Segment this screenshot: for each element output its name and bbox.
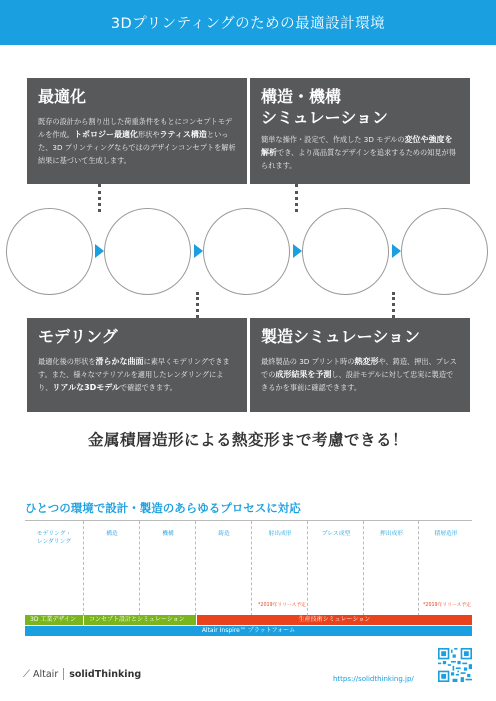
process-column: [139, 521, 195, 616]
body-text: 既存の設計から割り出した荷重条件をもとにコンセプトモデルを作成。: [38, 117, 233, 139]
header-banner: [0, 0, 496, 45]
column-label-structure: 構造: [106, 531, 118, 537]
emphasis-text: 熱変形: [354, 357, 379, 366]
bar-concept-design: コンセプト設計とシミュレーション: [84, 615, 196, 625]
altair-logo-icon: ⟋: [23, 668, 30, 680]
process-column: [307, 521, 363, 616]
bar-industrial-design: 3D 工業デザイン: [25, 615, 83, 625]
card-structure-title: 構造・機構 シミュレーション: [261, 87, 389, 127]
process-column: [25, 521, 83, 616]
process-section-title: ひとつの環境で設計・製造のあらゆるプロセスに対応: [25, 501, 301, 515]
brand-altair: Altair: [33, 668, 59, 680]
column-label-extrusion: 押出成形: [379, 531, 404, 537]
note-injection-release: *2019年リリース予定: [258, 603, 306, 608]
headline: 金属積層造形による熱変形まで考慮できる！: [87, 431, 408, 449]
card-manufacturing-title: 製造シミュレーション: [261, 327, 421, 346]
qr-code-icon: [438, 648, 472, 682]
process-circle-2: [104, 208, 191, 295]
body-text: 最適化後の形状を: [38, 357, 96, 366]
emphasis-text: 成形結果を予測: [275, 370, 332, 379]
body-text: でき、より高品質なデザインを追求するための知見が得られます。: [261, 148, 456, 170]
process-column: [363, 521, 418, 616]
body-text: で確認できます。: [119, 383, 177, 392]
process-circle-4: [302, 208, 389, 295]
note-additive-release: *2019年リリース予定: [423, 603, 471, 608]
logo-divider: [63, 668, 64, 680]
column-label-modeling: モデリング・ レンダリング: [36, 531, 72, 545]
card-modeling-title: モデリング: [38, 327, 118, 346]
emphasis-text: 滑らかな曲面: [95, 357, 144, 366]
body-text: 形状や: [137, 130, 160, 139]
process-column: [418, 521, 472, 616]
bar-manufacturing-sim: 生産技術シミュレーション: [197, 615, 472, 625]
arrow-right-icon: [95, 244, 104, 258]
arrow-right-icon: [194, 244, 203, 258]
column-label-injection: 射出成形: [268, 531, 292, 537]
body-text: し、設計モデルに対して忠実に製造できるかを事前に確認できます。: [261, 370, 454, 392]
connector-structure: [295, 184, 298, 212]
page-title: 3Dプリンティングのための最適設計環境: [110, 16, 386, 32]
footer-url[interactable]: https://solidthinking.jp/: [333, 675, 414, 683]
process-circle-3: [203, 208, 290, 295]
body-text: といった、3D プリンティングならではのデザインコンセプトを解析結果に基づいて生成します。: [38, 130, 236, 165]
process-column: [195, 521, 251, 616]
body-text: 簡単な操作・設定で、作成した 3D モデルの: [261, 135, 405, 144]
column-label-press: プレス成型: [321, 531, 351, 537]
process-circle-1: [6, 208, 93, 295]
emphasis-text: トポロジー最適化: [73, 130, 138, 139]
card-optimization-title: 最適化: [38, 87, 87, 106]
card-manufacturing: [250, 318, 470, 412]
column-label-casting: 鋳造: [218, 531, 230, 537]
column-label-additive: 積層造形: [434, 531, 458, 537]
card-modeling-body: [38, 355, 236, 394]
arrow-right-icon: [392, 244, 401, 258]
card-modeling: [27, 318, 247, 412]
card-structure: [250, 78, 470, 184]
process-circle-5: [401, 208, 488, 295]
card-optimization: [27, 78, 247, 184]
body-text: 最終製品の 3D プリント時の: [261, 357, 355, 366]
process-column: [251, 521, 307, 616]
emphasis-text: ラティス構造: [159, 130, 207, 139]
process-column: [83, 521, 139, 616]
column-label-mechanism: 機構: [162, 531, 174, 537]
emphasis-text: リアルな3Dモデル: [52, 383, 120, 392]
connector-optimization: [98, 184, 101, 212]
emphasis-text: 変位や強度を解析: [261, 135, 453, 157]
connector-manufacturing: [392, 292, 395, 318]
card-structure-body: [261, 133, 459, 172]
footer-logo: [23, 668, 141, 680]
body-text: に素早くモデリングできます。また、様々なマテリアルを適用したレンダリングにより、: [38, 357, 230, 392]
bar-platform: Altair Inspire™ プラットフォーム: [25, 626, 472, 636]
card-manufacturing-body: [261, 355, 459, 394]
body-text: や、鋳造、押出、プレスでの: [261, 357, 457, 379]
connector-modeling: [196, 292, 199, 318]
brand-solidthinking: solidThinking: [69, 668, 142, 680]
arrow-right-icon: [293, 244, 302, 258]
card-optimization-body: [38, 115, 236, 167]
process-grid: [25, 520, 472, 615]
